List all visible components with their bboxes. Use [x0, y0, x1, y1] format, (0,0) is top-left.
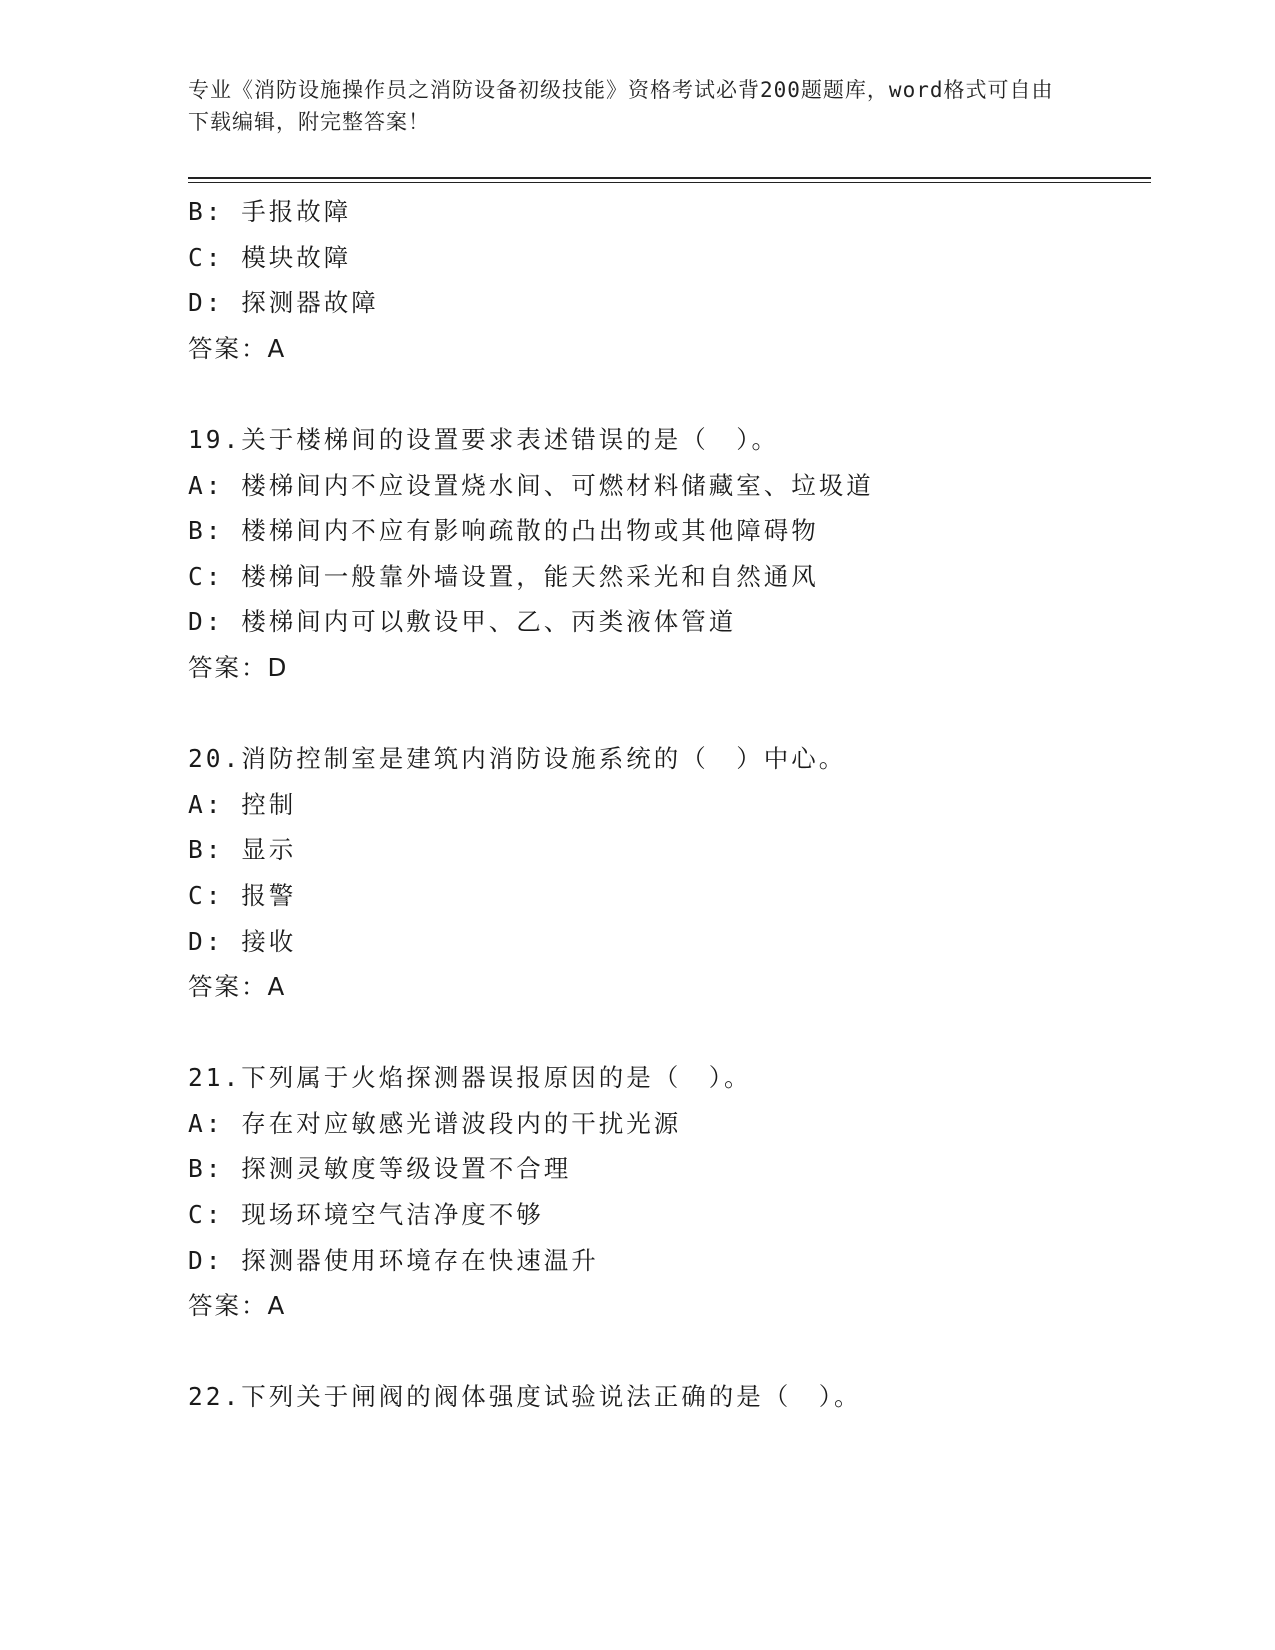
- option-b: B: 楼梯间内不应有影响疏散的凸出物或其他障碍物: [188, 516, 819, 546]
- question-list: [188, 189, 1148, 1420]
- spacer: [188, 371, 1148, 417]
- option-c: C: 报警: [188, 880, 297, 910]
- question-stem: 21.下列属于火焰探测器误报原因的是（ ）。: [188, 1063, 752, 1093]
- header-rule-thin: [188, 182, 1151, 183]
- spacer: [188, 1010, 1148, 1056]
- option-d: D: 探测器使用环境存在快速温升: [188, 1245, 599, 1275]
- header-rule-thick: [188, 177, 1151, 179]
- option-a: A: 楼梯间内不应设置烧水间、可燃材料储藏室、垃圾道: [188, 470, 874, 500]
- option-d: D: 探测器故障: [188, 288, 379, 318]
- option-b: B: 显示: [188, 835, 297, 865]
- question-stem: 20.消防控制室是建筑内消防设施系统的（ ）中心。: [188, 744, 847, 774]
- option-d: D: 楼梯间内可以敷设甲、乙、丙类液体管道: [188, 607, 737, 637]
- question-20: [188, 736, 1148, 1010]
- spacer: [188, 1329, 1148, 1375]
- option-b: B: 手报故障: [188, 197, 352, 226]
- option-c: C: 现场环境空气洁净度不够: [188, 1200, 544, 1230]
- option-c: C: 楼梯间一般靠外墙设置，能天然采光和自然通风: [188, 561, 819, 591]
- question-22: [188, 1374, 1148, 1420]
- option-a: A: 控制: [188, 789, 297, 819]
- question-21: [188, 1055, 1148, 1329]
- question-18-continued: [188, 189, 1148, 371]
- option-b: B: 探测灵敏度等级设置不合理: [188, 1154, 572, 1184]
- question-stem: 19.关于楼梯间的设置要求表述错误的是（ ）。: [188, 424, 779, 454]
- answer: 答案：A: [188, 972, 287, 1002]
- document-header: 专业《消防设施操作员之消防设备初级技能》资格考试必背200题题库，word格式可自由下载编辑，附完整答案！: [188, 78, 1054, 134]
- answer: 答案：A: [188, 1291, 287, 1321]
- option-d: D: 接收: [188, 926, 297, 956]
- answer: 答案：A: [188, 333, 287, 363]
- option-a: A: 存在对应敏感光谱波段内的干扰光源: [188, 1108, 682, 1138]
- answer: 答案：D: [188, 652, 289, 682]
- spacer: [188, 691, 1148, 737]
- option-c: C: 模块故障: [188, 242, 352, 272]
- question-stem: 22.下列关于闸阀的阀体强度试验说法正确的是（ ）。: [188, 1382, 862, 1412]
- question-19: [188, 417, 1148, 691]
